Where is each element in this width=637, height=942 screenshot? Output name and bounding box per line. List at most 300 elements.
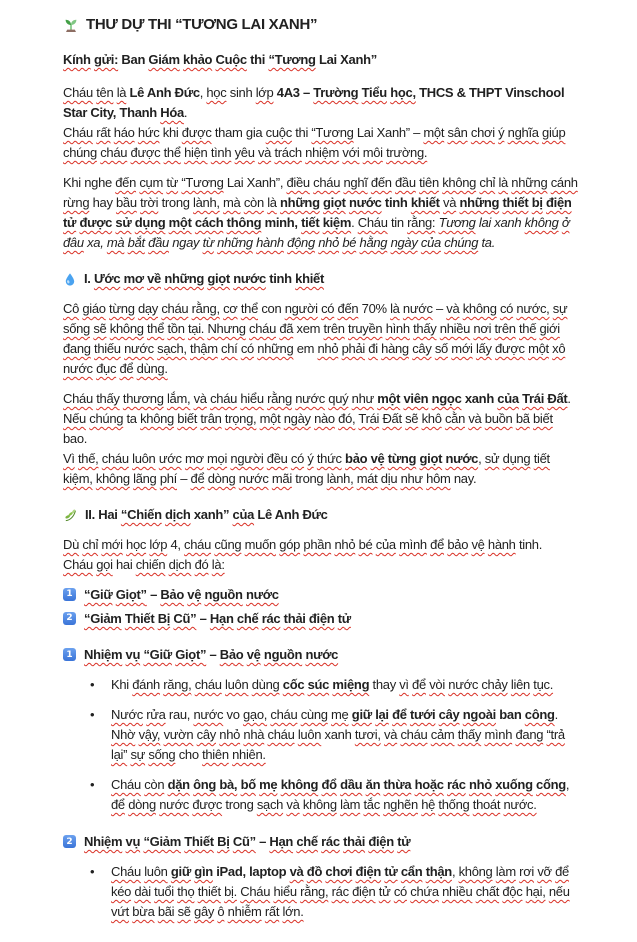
misspelled-word: Nhiệm <box>84 647 123 662</box>
misspelled-word: nguồn <box>204 587 243 602</box>
misspelled-word: hiện <box>184 145 208 160</box>
misspelled-word: và <box>468 411 482 426</box>
misspelled-word: cháu <box>101 451 129 466</box>
misspelled-word: buồn <box>484 411 513 426</box>
keycap-line-text <box>84 585 279 604</box>
misspelled-word: mọi <box>207 451 228 466</box>
misspelled-word: thải <box>283 611 306 626</box>
misspelled-word: phí <box>159 471 177 486</box>
misspelled-word: hoặc <box>414 777 444 792</box>
misspelled-word: mới <box>101 537 123 552</box>
misspelled-word: hiểu <box>273 884 297 899</box>
misspelled-word: đầu <box>148 235 169 250</box>
misspelled-word: với <box>342 145 360 160</box>
text-run: Khi đánh răng, cháu luôn dùng <box>111 677 280 692</box>
misspelled-word: được <box>130 145 161 160</box>
misspelled-word: vỡ <box>537 864 552 879</box>
misspelled-word: nước <box>348 195 382 210</box>
misspelled-word: mình <box>399 537 427 552</box>
misspelled-word: răng, <box>163 677 192 692</box>
misspelled-word: dụng <box>134 215 166 230</box>
misspelled-word: học <box>126 537 147 552</box>
misspelled-word: ăn <box>365 777 381 792</box>
misspelled-word: môi <box>362 145 383 160</box>
misspelled-word: cháu <box>313 175 341 190</box>
bullet-marker: • <box>90 677 95 692</box>
misspelled-word: dặn <box>167 777 190 792</box>
paragraph <box>63 83 578 163</box>
text-line <box>63 535 578 555</box>
text-run: Dù chỉ mới học lớp 4, cháu cũng muốn góp phần nhỏ bé của mình để bảo vệ hành tinh. <box>63 537 543 552</box>
paragraph <box>63 535 578 575</box>
misspelled-word: chứa <box>410 884 439 899</box>
misspelled-word: trách <box>274 145 302 160</box>
misspelled-word: phần <box>303 537 332 552</box>
misspelled-word: khiết <box>410 195 440 210</box>
misspelled-word: nước <box>63 361 93 376</box>
misspelled-word: tươi, <box>354 727 381 742</box>
misspelled-word: Cháu <box>240 884 271 899</box>
misspelled-word: từ <box>166 175 179 190</box>
text-run: , không làm rơi vỡ để kéo dài tuổi thọ thiết bị. Cháu hiểu rằng, rác điện tử có chứa nhiều chất độc hại, nếu vứt bừa bãi sẽ gây ô nhiễm rất lớn. <box>111 864 570 919</box>
misspelled-word: Trái <box>358 411 380 426</box>
misspelled-word: và <box>286 797 300 812</box>
misspelled-word: giữ <box>351 707 372 722</box>
misspelled-word: Nước <box>111 707 143 722</box>
misspelled-word: cháu <box>267 727 295 742</box>
misspelled-word: gây <box>194 904 215 919</box>
text-run: Cô giáo từng dạy cháu rằng, cơ thể con người có đến 70% là nước – và không có nước, sự sống sẽ không thể tồn tại. Nhưng cháu đã xem trên truyền hình thấy nhiều nơi trên thế giới đang thiếu nước sạch, thậm chí có những em nhỏ phải đi hàng cây số mới lấy được một xô nước đục để dùng. <box>63 301 568 376</box>
misspelled-word: không <box>140 411 174 426</box>
misspelled-word: nước, <box>516 301 550 316</box>
misspelled-word: kiệm <box>322 215 352 230</box>
misspelled-word: chúng <box>444 235 479 250</box>
text-run: , để dòng nước được trong sạch và không làm tắc nghẽn hệ thống thoát nước. <box>111 777 570 812</box>
misspelled-word: rất <box>96 125 111 140</box>
misspelled-word: giúp <box>542 125 566 140</box>
misspelled-word: mới <box>451 341 473 356</box>
misspelled-word: nghĩ <box>343 175 368 190</box>
misspelled-word: cháu <box>194 677 222 692</box>
misspelled-word: cháu <box>161 301 189 316</box>
misspelled-word: xô <box>552 341 566 356</box>
misspelled-word: không <box>442 175 477 190</box>
text-run: giữ lại để tưới cây ngoài ban công <box>351 707 555 722</box>
misspelled-word: sân <box>447 125 468 140</box>
misspelled-word: tử <box>378 884 391 899</box>
misspelled-word: nước <box>159 797 189 812</box>
misspelled-word: thiết <box>502 195 529 210</box>
misspelled-word: nhỏ <box>219 727 241 742</box>
misspelled-word: thận <box>425 864 452 879</box>
misspelled-word: điện <box>355 864 382 879</box>
misspelled-word: Vì <box>63 451 75 466</box>
misspelled-word: Nhưng <box>207 321 246 336</box>
text-line <box>63 389 578 449</box>
text-run: . Nhờ vậy, vườn cây nhỏ nhà cháu luôn xanh tươi, và cháu cảm thấy mình đang “trả lại” sự sống cho thiên nhiên. <box>111 707 565 762</box>
misspelled-word: rằng, <box>300 884 329 899</box>
text-run: “Giảm Thiết Bị Cũ” – Hạn chế rác thải điện tử <box>84 611 351 626</box>
misspelled-word: của <box>420 235 441 250</box>
misspelled-word: được <box>181 125 212 140</box>
misspelled-word: dụng <box>502 451 531 466</box>
misspelled-word: chế <box>236 611 259 626</box>
misspelled-word: để <box>392 707 407 722</box>
misspelled-word: Cô <box>63 301 80 316</box>
keycap-line-text <box>84 645 338 665</box>
misspelled-word: sạch, <box>157 341 187 356</box>
bullet-text <box>111 775 578 815</box>
misspelled-word: nghĩa <box>507 125 539 140</box>
misspelled-word: để <box>119 361 134 376</box>
misspelled-word: một <box>377 391 401 406</box>
misspelled-word: nước <box>295 391 325 406</box>
misspelled-word: cụm <box>139 175 164 190</box>
misspelled-word: nước. <box>503 797 537 812</box>
doc-title-text: THƯ DỰ THI “TƯƠNG LAI XANH” <box>86 16 318 33</box>
misspelled-word: ngoài <box>462 707 496 722</box>
misspelled-word: tưới <box>409 707 436 722</box>
misspelled-word: tử <box>384 864 398 879</box>
misspelled-word: “Tương <box>311 125 354 140</box>
misspelled-word: cách <box>194 215 224 230</box>
misspelled-word: góp <box>279 537 301 552</box>
misspelled-word: hôm <box>426 471 451 486</box>
misspelled-word: của <box>497 391 519 406</box>
misspelled-word: nhiều <box>442 884 473 899</box>
misspelled-word: mà <box>223 195 241 210</box>
misspelled-word: như <box>351 391 374 406</box>
misspelled-word: tại. <box>187 321 205 336</box>
misspelled-word: rằng: <box>407 215 436 230</box>
misspelled-word: đánh <box>132 677 160 692</box>
misspelled-word: rừng <box>63 195 90 210</box>
keycap-1-icon: 1 <box>63 588 76 601</box>
misspelled-word: hành <box>256 235 284 250</box>
misspelled-word: “Chiến <box>120 507 162 522</box>
misspelled-word: gọi <box>96 557 113 572</box>
section-heading <box>63 269 578 289</box>
misspelled-word: bầu <box>115 195 137 210</box>
misspelled-word: thoát <box>472 797 501 812</box>
misspelled-word: giọt <box>207 271 230 286</box>
text-run <box>283 677 369 692</box>
misspelled-word: lại <box>375 707 389 722</box>
misspelled-word: lấy <box>475 341 492 356</box>
misspelled-word: ô <box>217 904 225 919</box>
misspelled-word: tục. <box>533 677 554 692</box>
misspelled-word: một <box>528 341 549 356</box>
misspelled-word: tuổi <box>154 884 174 899</box>
misspelled-word: vệ <box>370 451 385 466</box>
misspelled-word: một <box>423 125 445 140</box>
misspelled-word: mãi <box>271 471 292 486</box>
misspelled-word: để <box>555 864 569 879</box>
misspelled-word: thức <box>316 451 342 466</box>
misspelled-word: nào <box>314 411 335 426</box>
misspelled-word: nước <box>445 451 479 466</box>
misspelled-word: luôn <box>132 451 156 466</box>
misspelled-word: một <box>259 411 281 426</box>
misspelled-word: rơi <box>519 864 535 879</box>
misspelled-word: sống <box>148 747 176 762</box>
misspelled-word: hức <box>137 125 160 140</box>
misspelled-word: chế <box>296 834 318 849</box>
misspelled-word: nhiều <box>439 321 471 336</box>
misspelled-word: khiết <box>295 271 324 286</box>
misspelled-word: “Tương <box>181 175 224 190</box>
misspelled-word: tên <box>96 85 114 100</box>
misspelled-word: được <box>79 215 113 230</box>
misspelled-word: Hạn <box>269 834 294 849</box>
misspelled-word: Bảo <box>160 587 184 602</box>
bullet-item <box>63 775 578 815</box>
misspelled-word: điện <box>368 834 394 849</box>
section-heading-text <box>85 505 328 525</box>
misspelled-word: có <box>321 301 335 316</box>
misspelled-word: điện <box>546 195 572 210</box>
misspelled-word: để <box>430 537 445 552</box>
misspelled-word: bã <box>515 411 530 426</box>
misspelled-word: Cuộc <box>215 52 247 67</box>
misspelled-word: lớp <box>149 537 168 552</box>
misspelled-word: những <box>164 271 204 286</box>
text-run <box>440 195 460 210</box>
misspelled-word: về <box>147 271 161 286</box>
misspelled-word: Trường <box>313 85 359 100</box>
misspelled-word: là: <box>211 557 225 572</box>
misspelled-word: bé <box>342 235 357 250</box>
text-run: Lê Anh Đức <box>257 507 328 522</box>
misspelled-word: thấy <box>413 321 437 336</box>
misspelled-word: kéo <box>111 884 132 899</box>
text-line <box>63 123 578 163</box>
text-run <box>345 451 478 466</box>
misspelled-word: vụ <box>125 834 141 849</box>
misspelled-word: dài <box>134 884 151 899</box>
misspelled-word: háo <box>113 125 135 140</box>
text-line <box>63 299 578 379</box>
misspelled-word: ngày <box>283 411 311 426</box>
bullet-item <box>63 705 578 765</box>
misspelled-word: đến <box>370 175 392 190</box>
bullet-marker: • <box>90 864 95 879</box>
keycap-line-text <box>84 832 410 852</box>
misspelled-word: tồn <box>167 321 185 336</box>
misspelled-word: sạch <box>256 797 284 812</box>
misspelled-word: nước <box>305 647 339 662</box>
misspelled-word: đi <box>368 341 378 356</box>
misspelled-word: là <box>498 175 508 190</box>
misspelled-word: liên <box>510 677 530 692</box>
misspelled-word: điện <box>352 884 376 899</box>
misspelled-word: nhỏ <box>317 341 339 356</box>
misspelled-word: được <box>192 797 223 812</box>
misspelled-word: Nhờ <box>111 727 136 742</box>
misspelled-word: thậm <box>190 341 218 356</box>
misspelled-word: ở <box>561 215 570 230</box>
misspelled-word: Tương <box>438 215 476 230</box>
misspelled-word: sự <box>552 301 568 316</box>
misspelled-word: cánh <box>550 175 578 190</box>
misspelled-word: nước <box>448 677 479 692</box>
misspelled-word: là <box>267 195 277 210</box>
misspelled-word: chỉ <box>479 175 496 190</box>
misspelled-word: chất <box>475 884 500 899</box>
misspelled-word: bãi <box>157 904 175 919</box>
misspelled-word: dịu <box>380 471 398 486</box>
misspelled-word: gạo, <box>242 707 268 722</box>
misspelled-word: cây <box>438 707 460 722</box>
misspelled-word: để <box>412 677 426 692</box>
misspelled-word: Dù <box>63 537 80 552</box>
text-run <box>168 777 566 792</box>
misspelled-word: cốc <box>282 677 305 692</box>
misspelled-word: cống <box>536 777 566 792</box>
misspelled-word: sử <box>484 451 500 466</box>
misspelled-word: vì <box>399 677 409 692</box>
misspelled-word: Giọt” <box>175 647 207 662</box>
misspelled-word: luôn <box>225 677 249 692</box>
keycap-line-text <box>84 609 351 628</box>
misspelled-word: trân <box>200 411 222 426</box>
misspelled-word: dầu <box>340 777 363 792</box>
misspelled-word: hàng <box>381 341 409 356</box>
misspelled-word: Cháu <box>63 85 93 100</box>
misspelled-word: thiếu <box>94 341 121 356</box>
text-run: những giọt nước tinh khiết <box>280 195 440 210</box>
misspelled-word: đều <box>266 451 288 466</box>
misspelled-word: là <box>116 85 127 100</box>
misspelled-word: nước <box>238 471 269 486</box>
misspelled-word: và <box>443 195 457 210</box>
misspelled-word: chúng <box>63 145 97 160</box>
misspelled-word: ước <box>158 451 182 466</box>
campaign-item <box>63 585 578 604</box>
misspelled-word: tử <box>63 215 77 230</box>
doc-body <box>63 50 578 922</box>
text-run: Khi nghe đến cụm từ “Tương Lai Xanh”, điều cháu nghĩ đến đầu tiên không chỉ là những cánh rừng hay bầu trời trong lành, mà còn là <box>63 175 578 210</box>
misspelled-word: “Giữ <box>84 587 113 602</box>
misspelled-word: lành, <box>193 195 220 210</box>
misspelled-word: Nếu <box>63 411 86 426</box>
misspelled-word: cây <box>412 341 432 356</box>
misspelled-word: Cháu <box>357 215 388 230</box>
misspelled-word: thể <box>163 145 181 160</box>
misspelled-word: nghẽn <box>383 797 418 812</box>
text-run: II. Hai “Chiến dịch xanh” của <box>85 507 255 522</box>
misspelled-word: thiên <box>202 747 229 762</box>
text-run: Kính gửi: Ban Giám khảo Cuộc thi “Tương Lai Xanh” <box>63 52 377 67</box>
misspelled-word: miệng <box>332 677 370 692</box>
misspelled-word: “Giảm <box>84 611 122 626</box>
paragraph <box>63 389 578 489</box>
misspelled-word: đã <box>279 321 294 336</box>
misspelled-word: chỉ <box>82 537 99 552</box>
misspelled-word: để <box>111 797 125 812</box>
misspelled-word: cây <box>196 727 216 742</box>
misspelled-word: Cháu <box>63 391 93 406</box>
misspelled-word: kiệm, <box>63 471 93 486</box>
misspelled-word: Hóa <box>160 105 184 120</box>
misspelled-word: tắc <box>363 797 380 812</box>
text-run: . <box>183 105 188 120</box>
misspelled-word: sẽ <box>405 411 419 426</box>
text-run <box>111 864 171 879</box>
misspelled-word: rác <box>261 611 281 626</box>
misspelled-word: dùng <box>251 677 280 692</box>
text-run <box>63 85 130 100</box>
misspelled-word: động <box>287 235 315 250</box>
text-run: 4A3 – Trường Tiểu học, THCS & THPT Vinschool Star City, Thanh Hóa <box>63 85 565 120</box>
misspelled-word: luôn <box>144 864 168 879</box>
misspelled-word: từng <box>387 451 417 466</box>
section-heading-text <box>84 269 324 289</box>
text-run: Cháu gọi hai chiến dịch đó là: <box>63 557 225 572</box>
misspelled-word: cũng <box>214 537 242 552</box>
misspelled-word: Giọt” <box>115 587 147 602</box>
misspelled-word: hệ <box>421 797 436 812</box>
misspelled-word: Thiết <box>184 834 214 849</box>
misspelled-word: rằng <box>267 391 292 406</box>
misspelled-word: sống <box>63 321 90 336</box>
text-run: “Giữ Giọt” – Bảo vệ nguồn nước <box>84 587 279 602</box>
text-run: Nhiệm vụ “Giảm Thiết Bị Cũ” – Hạn chế rác thải điện tử <box>84 834 411 849</box>
misspelled-word: Bị <box>217 834 230 849</box>
misspelled-word: Kính <box>63 52 91 67</box>
paragraph <box>63 299 578 379</box>
misspelled-word: thấy <box>96 391 120 406</box>
misspelled-word: nhiệm <box>305 145 340 160</box>
misspelled-word: chảy <box>481 677 508 692</box>
misspelled-word: mà <box>106 235 125 250</box>
misspelled-word: mơ <box>123 271 144 286</box>
misspelled-word: những <box>511 175 548 190</box>
text-run: một viên ngọc xanh của Trái Đất <box>377 391 568 406</box>
text-run: Tương lai xanh không ở đâu xa, mà bắt đầu ngay từ những hành động nhỏ bé hằng ngày của chúng ta. <box>63 215 570 250</box>
text-run: , sử dụng tiết kiệm, không lãng phí – để dòng nước mãi trong lành, mát dịu như hôm nay. <box>63 451 550 486</box>
misspelled-word: đang <box>63 341 91 356</box>
misspelled-word: để <box>190 471 205 486</box>
misspelled-word: hằng <box>359 235 388 250</box>
misspelled-word: hiểu <box>240 391 264 406</box>
misspelled-word: “Giữ <box>143 647 172 662</box>
misspelled-word: còn <box>144 777 165 792</box>
misspelled-word: còn <box>243 195 264 210</box>
doc-title <box>63 15 578 35</box>
text-run: . Cháu tin rằng: <box>351 215 436 230</box>
misspelled-word: nơi <box>473 321 492 336</box>
misspelled-word: thông <box>226 215 262 230</box>
misspelled-word: phải <box>341 341 365 356</box>
task-heading <box>63 832 578 852</box>
text-line <box>63 83 578 123</box>
misspelled-word: dịch <box>168 557 192 572</box>
misspelled-word: chơi <box>325 864 353 879</box>
misspelled-word: thừa <box>383 777 412 792</box>
misspelled-word: “Giảm <box>143 834 181 849</box>
misspelled-word: và <box>384 727 398 742</box>
misspelled-word: đang <box>515 727 544 742</box>
misspelled-word: đến <box>337 301 359 316</box>
text-run: Cháu rất háo hức khi được tham gia cuộc thi “Tương Lai Xanh” – một sân chơi ý nghĩa giúp chúng cháu được thể hiện tình yêu và trách nhiệm với môi trường. <box>63 125 566 160</box>
misspelled-word: thể <box>147 321 165 336</box>
misspelled-word: nhỏ <box>468 777 492 792</box>
misspelled-word: trọng, <box>224 411 257 426</box>
misspelled-word: học, <box>390 85 416 100</box>
misspelled-word: chiến <box>135 557 166 572</box>
misspelled-word: dịch <box>165 507 191 522</box>
